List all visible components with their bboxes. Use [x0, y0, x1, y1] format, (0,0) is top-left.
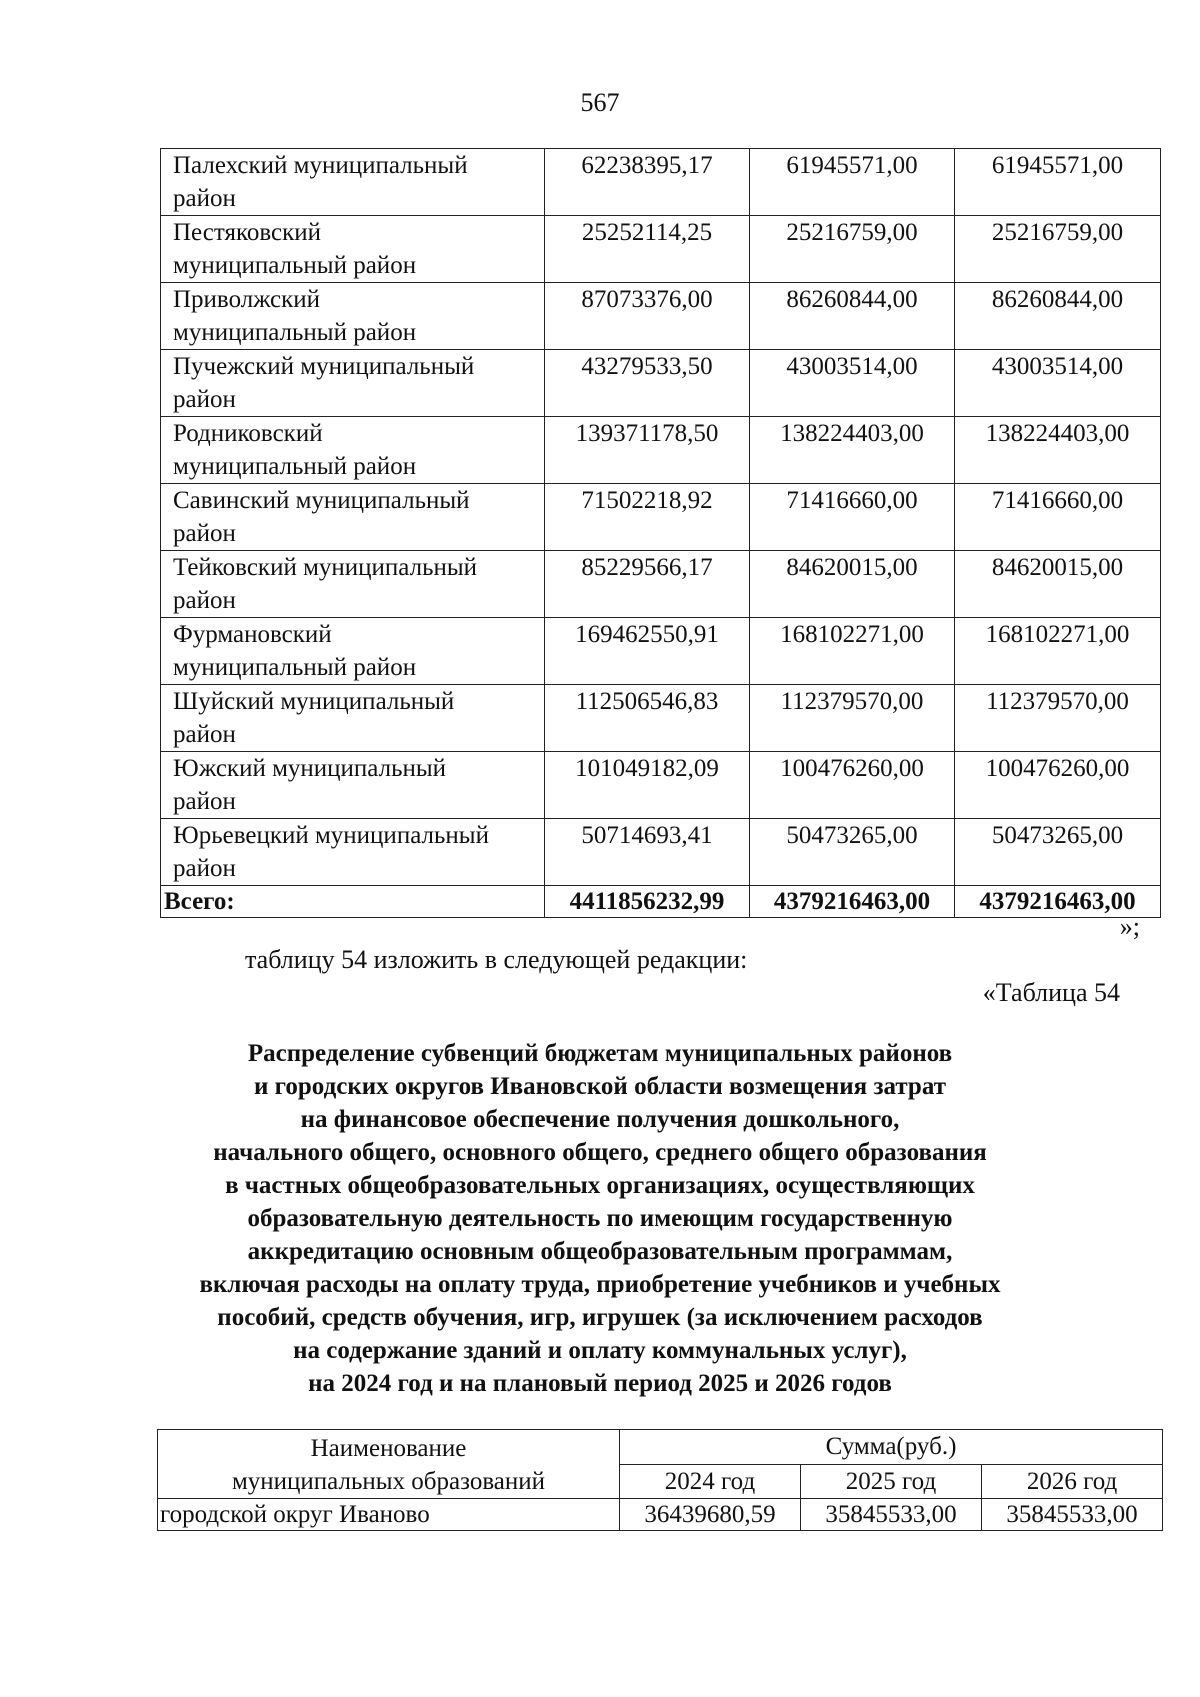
row-name-cell [161, 551, 545, 618]
row-name-line: район [173, 520, 236, 547]
row-name-line: район [173, 788, 236, 815]
heading-line: на 2024 год и на плановый период 2025 и 2026 годов [308, 1370, 892, 1397]
heading-line: аккредитацию основным общеобразовательным программам, [247, 1238, 953, 1265]
heading-line: начального общего, основного общего, среднего общего образования [213, 1139, 987, 1166]
header-name-line: Наименование [310, 1435, 467, 1462]
row-name-line: Родниковский [173, 420, 323, 447]
value-2024: 139371178,50 [545, 417, 750, 484]
row-name-line: район [173, 185, 236, 212]
total-value-2025: 4379216463,00 [750, 886, 955, 918]
row-name-line: муниципальный район [173, 654, 417, 681]
row-name-line: район [173, 855, 236, 882]
table-label: «Таблица 54 [982, 978, 1120, 1007]
row-name-cell [161, 149, 545, 216]
subvention-table-continued [160, 148, 1161, 918]
table-row [161, 551, 1161, 618]
header-year-2024: 2024 год [620, 1464, 801, 1499]
row-name-line: муниципальный район [173, 252, 417, 279]
value-2024: 50714693,41 [545, 819, 750, 886]
value-2025: 168102271,00 [750, 618, 955, 685]
value-2024: 62238395,17 [545, 149, 750, 216]
heading-line: на финансовое обеспечение получения дошкольного, [300, 1106, 900, 1133]
amendment-instruction: таблицу 54 изложить в следующей редакции: [245, 945, 748, 974]
value-2026: 25216759,00 [955, 216, 1161, 283]
value-2026: 112379570,00 [955, 685, 1161, 752]
value-2024: 87073376,00 [545, 283, 750, 350]
header-year-2025: 2025 год [801, 1464, 982, 1499]
table-heading [120, 1037, 1080, 1400]
heading-line: образовательную деятельность по имеющим государственную [247, 1205, 953, 1232]
row-name-line: муниципальный район [173, 319, 417, 346]
total-row [161, 886, 1161, 918]
total-value-2026: 4379216463,00 [955, 886, 1161, 918]
row-name-cell [161, 283, 545, 350]
table-row [161, 819, 1161, 886]
table-row [161, 216, 1161, 283]
closing-quote: »; [1119, 912, 1140, 941]
row-name-line: Приволжский [173, 286, 321, 313]
value-2026: 61945571,00 [955, 149, 1161, 216]
heading-line: Распределение субвенций бюджетам муниципальных районов [247, 1040, 953, 1067]
header-name-line: муниципальных образований [231, 1468, 546, 1495]
value-2026: 71416660,00 [955, 484, 1161, 551]
row-name-cell [161, 216, 545, 283]
value-2025: 71416660,00 [750, 484, 955, 551]
row-name-line: Южский муниципальный [173, 755, 447, 782]
row-name-line: Пестяковский [173, 219, 321, 246]
value-2026: 84620015,00 [955, 551, 1161, 618]
value-2025: 25216759,00 [750, 216, 955, 283]
row-name-cell [161, 618, 545, 685]
row-name-cell [161, 685, 545, 752]
value-2024: 71502218,92 [545, 484, 750, 551]
total-value-2024: 4411856232,99 [545, 886, 750, 918]
value-2025: 43003514,00 [750, 350, 955, 417]
row-name-line: район [173, 386, 236, 413]
page-number: 567 [580, 88, 620, 117]
header-sum: Сумма(руб.) [620, 1430, 1163, 1465]
heading-line: включая расходы на оплату труда, приобретение учебников и учебных [199, 1271, 1001, 1298]
value-2026: 35845533,00 [982, 1499, 1163, 1531]
row-name-cell [161, 752, 545, 819]
subvention-table-54 [157, 1429, 1163, 1531]
row-name-line: муниципальный район [173, 453, 417, 480]
row-name-line: Савинский муниципальный [173, 487, 470, 514]
value-2024: 25252114,25 [545, 216, 750, 283]
table-row [161, 283, 1161, 350]
row-name-line: район [173, 721, 236, 748]
value-2025: 50473265,00 [750, 819, 955, 886]
table-row [158, 1499, 1163, 1531]
table-row [161, 417, 1161, 484]
value-2024: 112506546,83 [545, 685, 750, 752]
heading-line: на содержание зданий и оплату коммунальных услуг), [293, 1337, 907, 1364]
value-2024: 101049182,09 [545, 752, 750, 819]
value-2026: 100476260,00 [955, 752, 1161, 819]
value-2025: 61945571,00 [750, 149, 955, 216]
row-name-line: Пучежский муниципальный [173, 353, 475, 380]
row-name-cell [161, 819, 545, 886]
value-2024: 169462550,91 [545, 618, 750, 685]
heading-line: и городских округов Ивановской области возмещения затрат [254, 1073, 946, 1100]
row-name-line: Фурмановский [173, 621, 332, 648]
table-row [161, 149, 1161, 216]
total-label: Всего: [161, 886, 545, 918]
table-row [161, 685, 1161, 752]
table-row [161, 618, 1161, 685]
row-name-cell [161, 417, 545, 484]
row-name: городской округ Иваново [158, 1499, 620, 1531]
row-name-line: Юрьевецкий муниципальный [173, 822, 489, 849]
header-name-cell [158, 1430, 620, 1499]
table-row [161, 752, 1161, 819]
value-2026: 43003514,00 [955, 350, 1161, 417]
value-2026: 138224403,00 [955, 417, 1161, 484]
value-2026: 50473265,00 [955, 819, 1161, 886]
row-name-line: Тейковский муниципальный [173, 554, 478, 581]
table-header-row [158, 1430, 1163, 1465]
heading-line: пособий, средств обучения, игр, игрушек (за исключением расходов [217, 1304, 983, 1331]
value-2025: 84620015,00 [750, 551, 955, 618]
table-row [161, 484, 1161, 551]
table-row [161, 350, 1161, 417]
heading-line: в частных общеобразовательных организациях, осуществляющих [225, 1172, 975, 1199]
value-2025: 86260844,00 [750, 283, 955, 350]
value-2026: 86260844,00 [955, 283, 1161, 350]
value-2025: 35845533,00 [801, 1499, 982, 1531]
value-2024: 36439680,59 [620, 1499, 801, 1531]
value-2026: 168102271,00 [955, 618, 1161, 685]
row-name-line: Палехский муниципальный [173, 152, 468, 179]
header-year-2026: 2026 год [982, 1464, 1163, 1499]
value-2025: 138224403,00 [750, 417, 955, 484]
row-name-line: район [173, 587, 236, 614]
row-name-cell [161, 484, 545, 551]
row-name-line: Шуйский муниципальный [173, 688, 455, 715]
value-2025: 112379570,00 [750, 685, 955, 752]
value-2025: 100476260,00 [750, 752, 955, 819]
value-2024: 85229566,17 [545, 551, 750, 618]
row-name-cell [161, 350, 545, 417]
value-2024: 43279533,50 [545, 350, 750, 417]
